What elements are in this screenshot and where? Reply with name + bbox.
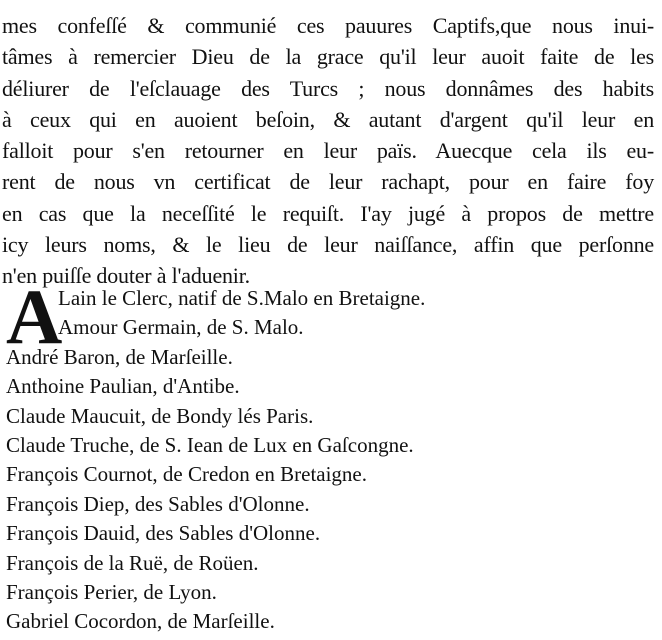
list-item: Claude Truche, de S. Iean de Lux en Gaſcongne. bbox=[6, 433, 414, 458]
list-item: François de la Ruë, de Roüen. bbox=[6, 550, 259, 575]
paragraph-line: en cas que la neceſſité le requiſt. I'ay jugé à propos de mettre bbox=[2, 200, 654, 226]
list-item: Gabriel Cocordon, de Marſeille. bbox=[6, 609, 275, 634]
paragraph-line: mes confeſſé & communié ces pauures Captifs,que nous inui- bbox=[2, 13, 654, 38]
body-paragraph bbox=[2, 10, 660, 292]
list-item: Amour Germain, de S. Malo. bbox=[58, 315, 304, 340]
list-item: Claude Maucuit, de Bondy lés Paris. bbox=[6, 403, 314, 428]
list-item: François Diep, des Sables d'Olonne. bbox=[6, 491, 310, 516]
paragraph-line: tâmes à remercier Dieu de la grace qu'il leur auoit faite de les bbox=[2, 44, 654, 70]
list-item: Anthoine Paulian, d'Antibe. bbox=[6, 374, 240, 399]
list-item: François Dauid, des Sables d'Olonne. bbox=[6, 521, 321, 546]
list-item: François Cournot, de Credon en Bretaigne. bbox=[6, 462, 367, 487]
drop-cap: A bbox=[6, 273, 63, 360]
paragraph-line: rent de nous vn certificat de leur rachapt, pour en faire foy bbox=[2, 169, 654, 195]
list-item: Lain le Clerc, natif de S.Malo en Bretaigne. bbox=[58, 286, 426, 310]
paragraph-line: déliurer de l'eſclauage des Turcs ; nous donnâmes des habits bbox=[2, 75, 654, 101]
paragraph-line: falloit pour s'en retourner en leur païs. Auecque cela ils eu- bbox=[2, 138, 654, 164]
list-item: André Baron, de Marſeille. bbox=[6, 344, 233, 369]
paragraph-line: n'en puiſſe douter à l'aduenir. bbox=[2, 263, 250, 289]
list-item: François Perier, de Lyon. bbox=[6, 580, 217, 605]
paragraph-line: icy leurs noms, & le lieu de leur naiſſance, affin que perſonne bbox=[2, 232, 654, 258]
paragraph-line: à ceux qui en auoient beſoin, & autant d'argent qu'il leur en bbox=[2, 106, 654, 132]
